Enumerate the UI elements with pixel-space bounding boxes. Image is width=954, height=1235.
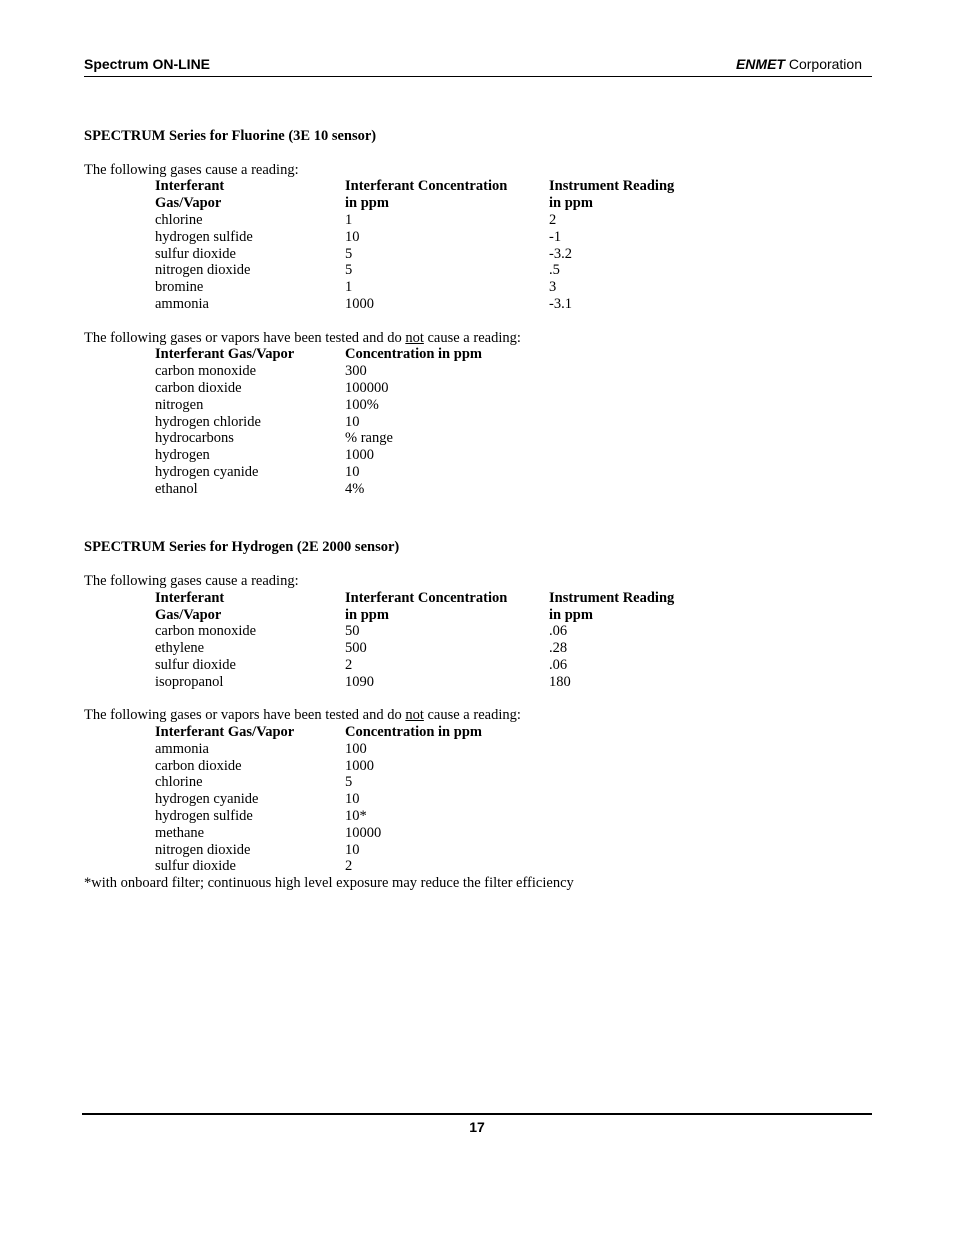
table-row — [155, 262, 729, 279]
emphasis-not: not — [405, 707, 424, 724]
table-row — [155, 481, 549, 498]
concentration-cell: 5 — [345, 245, 353, 262]
table-row — [155, 414, 549, 431]
table-row — [155, 791, 549, 808]
reading-cell: 3 — [549, 279, 557, 296]
table-row — [155, 279, 729, 296]
gas-cell: bromine — [155, 279, 204, 296]
table-row — [155, 430, 549, 447]
gas-cell: methane — [155, 824, 205, 841]
column-header: Interferant Gas/Vapor — [155, 346, 295, 363]
concentration-cell: 5 — [345, 774, 353, 791]
gas-cell: ethylene — [155, 640, 205, 657]
column-header: Instrument Reading in ppm — [549, 178, 675, 212]
gas-cell: chlorine — [155, 774, 203, 791]
table-row — [155, 758, 549, 775]
concentration-cell: 10000 — [345, 824, 382, 841]
table-header-row — [155, 178, 729, 212]
page-content — [84, 128, 864, 892]
reading-cell: .5 — [549, 262, 560, 279]
gas-cell: carbon dioxide — [155, 379, 242, 396]
concentration-cell: 1 — [345, 211, 353, 228]
table-header-row — [155, 724, 549, 741]
cause-intro: The following gases cause a reading: — [84, 572, 299, 589]
reading-cell: 2 — [549, 211, 557, 228]
reading-cell: .06 — [549, 623, 568, 640]
gas-cell: hydrogen chloride — [155, 413, 261, 430]
column-header: Interferant Gas/Vapor — [155, 589, 225, 623]
table-row — [155, 842, 549, 859]
page-footer — [82, 1113, 872, 1135]
column-header: Instrument Reading in ppm — [549, 589, 675, 623]
page-header — [84, 56, 872, 77]
concentration-cell: 300 — [345, 363, 367, 380]
concentration-cell: 500 — [345, 640, 367, 657]
table-row — [155, 447, 549, 464]
gas-cell: sulfur dioxide — [155, 858, 236, 875]
gas-cell: carbon dioxide — [155, 757, 242, 774]
section-fluorine — [84, 128, 864, 498]
table-row — [155, 212, 729, 229]
concentration-cell: 10* — [345, 808, 367, 825]
gas-cell: ethanol — [155, 480, 198, 497]
table-row — [155, 464, 549, 481]
table-row — [155, 808, 549, 825]
reading-cell: -1 — [549, 228, 562, 245]
concentration-cell: 100% — [345, 396, 379, 413]
column-header: Concentration in ppm — [345, 346, 482, 363]
gas-cell: hydrogen — [155, 447, 210, 464]
gas-cell: isopropanol — [155, 673, 224, 690]
concentration-cell: 2 — [345, 858, 353, 875]
concentration-cell: % range — [345, 430, 393, 447]
column-header: Interferant Gas/Vapor — [155, 178, 225, 212]
table-row — [155, 380, 549, 397]
table-row — [155, 229, 729, 246]
column-header: Interferant Concentration in ppm — [345, 589, 508, 623]
nocause-intro: The following gases or vapors have been tested and do not cause a reading: — [84, 707, 521, 724]
cause-reading-table — [155, 590, 729, 691]
gas-cell: ammonia — [155, 295, 209, 312]
concentration-cell: 10 — [345, 228, 360, 245]
footnote: *with onboard filter; continuous high level exposure may reduce the filter efficiency — [84, 875, 574, 892]
gas-cell: nitrogen — [155, 396, 204, 413]
concentration-cell: 10 — [345, 463, 360, 480]
gas-cell: chlorine — [155, 211, 203, 228]
column-header: Interferant Concentration in ppm — [345, 178, 508, 212]
concentration-cell: 50 — [345, 623, 360, 640]
concentration-cell: 100000 — [345, 379, 389, 396]
table-row — [155, 623, 729, 640]
reading-cell: .28 — [549, 640, 568, 657]
concentration-cell: 4% — [345, 480, 365, 497]
concentration-cell: 1000 — [345, 757, 374, 774]
emphasis-not: not — [405, 329, 424, 346]
cause-reading-table — [155, 178, 729, 312]
table-row — [155, 246, 729, 263]
concentration-cell: 1 — [345, 279, 353, 296]
nocause-intro: The following gases or vapors have been tested and do not cause a reading: — [84, 329, 521, 346]
gas-cell: hydrogen sulfide — [155, 808, 253, 825]
gas-cell: hydrogen cyanide — [155, 463, 259, 480]
no-reading-table — [155, 346, 549, 497]
no-reading-table — [155, 724, 549, 875]
cause-intro: The following gases cause a reading: — [84, 161, 299, 178]
section-title: SPECTRUM Series for Hydrogen (2E 2000 sensor) — [84, 539, 400, 556]
table-row — [155, 640, 729, 657]
table-row — [155, 858, 549, 875]
header-document-title: Spectrum ON-LINE — [84, 56, 211, 72]
gas-cell: nitrogen dioxide — [155, 841, 251, 858]
table-row — [155, 363, 549, 380]
concentration-cell: 5 — [345, 262, 353, 279]
reading-cell: -3.2 — [549, 245, 572, 262]
header-company-suffix: Corporation — [784, 56, 862, 72]
page-number: 17 — [469, 1119, 485, 1135]
concentration-cell: 10 — [345, 791, 360, 808]
reading-cell: 180 — [549, 673, 571, 690]
gas-cell: carbon monoxide — [155, 363, 257, 380]
concentration-cell: 1000 — [345, 447, 374, 464]
table-row — [155, 774, 549, 791]
gas-cell: ammonia — [155, 740, 209, 757]
table-row — [155, 296, 729, 313]
concentration-cell: 10 — [345, 413, 360, 430]
table-row — [155, 397, 549, 414]
section-hydrogen — [84, 539, 864, 892]
gas-cell: hydrocarbons — [155, 430, 234, 447]
gas-cell: sulfur dioxide — [155, 656, 236, 673]
gas-cell: hydrogen cyanide — [155, 791, 259, 808]
concentration-cell: 10 — [345, 841, 360, 858]
table-row — [155, 825, 549, 842]
reading-cell: .06 — [549, 656, 568, 673]
section-title: SPECTRUM Series for Fluorine (3E 10 sensor) — [84, 128, 377, 144]
column-header: Interferant Gas/Vapor — [155, 724, 295, 741]
table-header-row — [155, 590, 729, 624]
concentration-cell: 100 — [345, 740, 367, 757]
table-header-row — [155, 346, 549, 363]
header-brand: ENMET — [735, 56, 785, 72]
concentration-cell: 1000 — [345, 295, 374, 312]
column-header: Concentration in ppm — [345, 724, 482, 741]
table-row — [155, 741, 549, 758]
gas-cell: nitrogen dioxide — [155, 262, 251, 279]
gas-cell: hydrogen sulfide — [155, 228, 253, 245]
table-row — [155, 657, 729, 674]
header-company — [736, 56, 862, 72]
table-row — [155, 674, 729, 691]
concentration-cell: 1090 — [345, 673, 374, 690]
reading-cell: -3.1 — [549, 295, 572, 312]
gas-cell: sulfur dioxide — [155, 245, 236, 262]
gas-cell: carbon monoxide — [155, 623, 257, 640]
concentration-cell: 2 — [345, 656, 353, 673]
